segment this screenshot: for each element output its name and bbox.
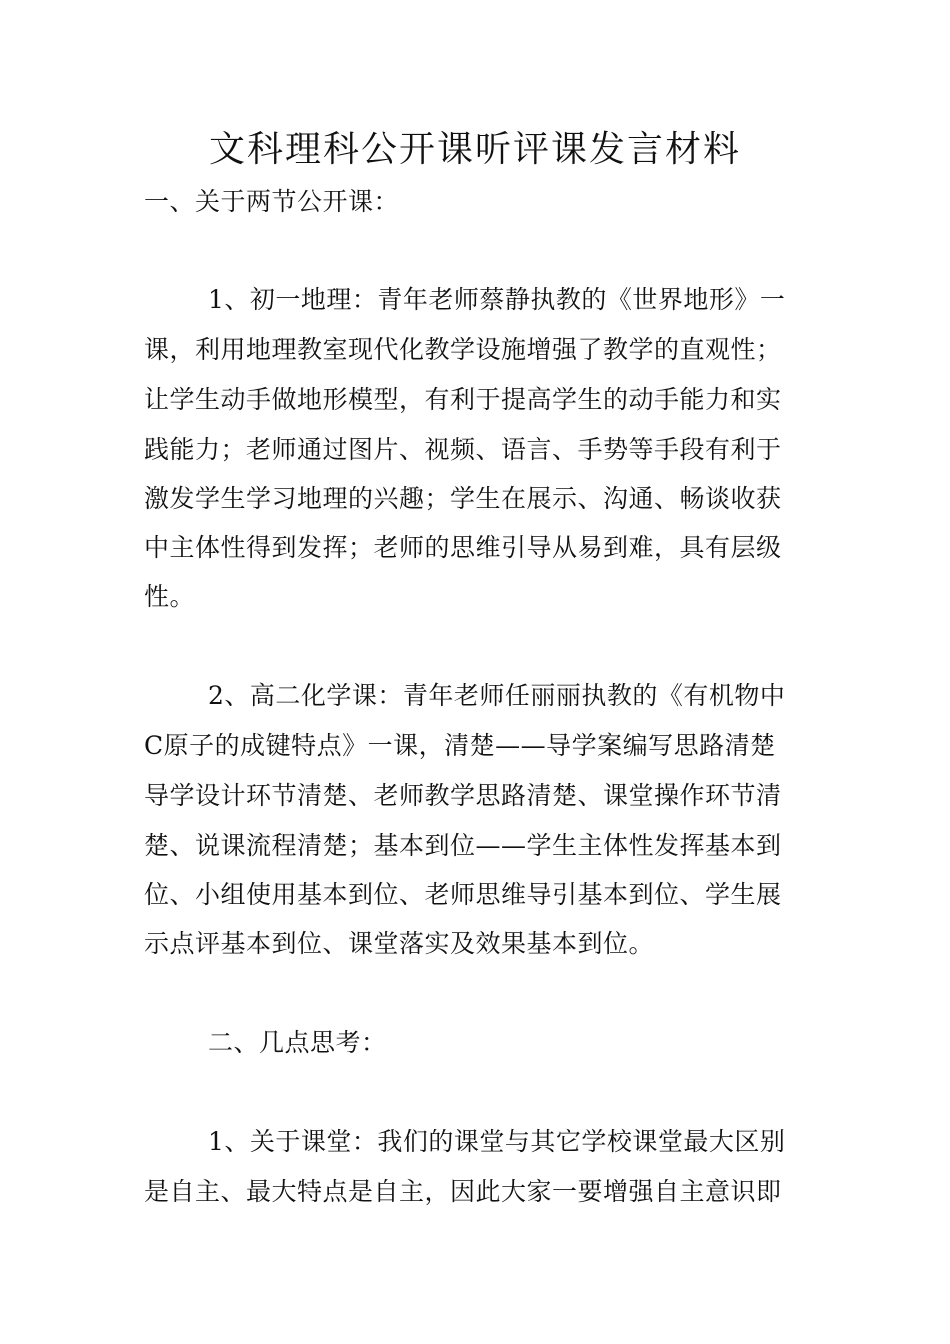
paragraph-line: 2、高二化学课：青年老师任丽丽执教的《有机物中 [208, 681, 786, 710]
document-title: 文科理科公开课听评课发言材料 [208, 129, 741, 170]
paragraph-line: C原子的成键特点》一课，清楚——导学案编写思路清楚 [144, 731, 776, 760]
paragraph-line: 1、初一地理：青年老师蔡静执教的《世界地形》一 [208, 285, 786, 314]
section-heading-2: 二、几点思考： [208, 1028, 387, 1057]
paragraph-line: 践能力；老师通过图片、视频、语言、手势等手段有利于 [144, 435, 782, 464]
paragraph-line: 是自主、最大特点是自主，因此大家一要增强自主意识即 [144, 1177, 782, 1206]
paragraph-line: 导学设计环节清楚、老师教学思路清楚、课堂操作环节清 [144, 781, 782, 810]
paragraph-line: 楚、说课流程清楚；基本到位——学生主体性发挥基本到 [144, 831, 782, 860]
paragraph-line: 中主体性得到发挥；老师的思维引导从易到难，具有层级 [144, 533, 782, 562]
paragraph-line: 1、关于课堂：我们的课堂与其它学校课堂最大区别 [208, 1127, 786, 1156]
paragraph-line: 示点评基本到位、课堂落实及效果基本到位。 [144, 929, 655, 958]
paragraph-line: 让学生动手做地形模型，有利于提高学生的动手能力和实 [144, 385, 782, 414]
section-heading-1: 一、关于两节公开课： [144, 187, 400, 216]
paragraph-line: 激发学生学习地理的兴趣；学生在展示、沟通、畅谈收获 [144, 484, 782, 513]
paragraph-line: 课，利用地理教室现代化教学设施增强了教学的直观性； [144, 335, 782, 364]
paragraph-line: 位、小组使用基本到位、老师思维导引基本到位、学生展 [144, 880, 782, 909]
paragraph-line: 性。 [144, 582, 196, 611]
